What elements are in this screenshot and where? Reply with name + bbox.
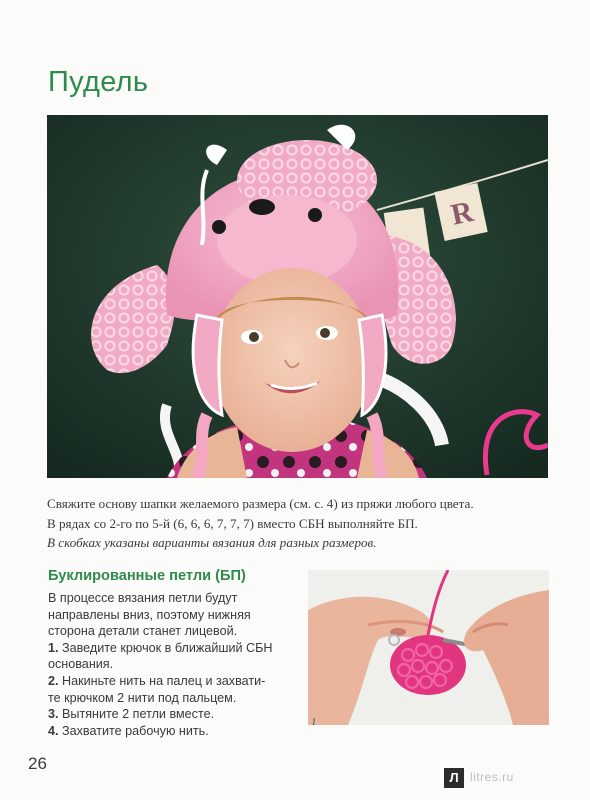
step-number: 4. xyxy=(48,723,59,738)
step-text: Заведите крючок в ближайший СБН xyxy=(62,640,273,655)
publisher-logo: Л xyxy=(444,768,464,788)
step-text: Захватите рабочую нить. xyxy=(62,723,209,738)
step-1-cont: основания. xyxy=(48,657,114,672)
crochet-hands-photo xyxy=(308,570,549,725)
step-3 xyxy=(48,706,296,723)
intro-text xyxy=(47,494,552,553)
step-2-cont: те крючком 2 нити под пальцем. xyxy=(48,690,237,705)
banner-letter: R xyxy=(448,194,477,232)
intro-line-1: Свяжите основу шапки желаемого размера (см. с. 4) из пряжи любого цвета. xyxy=(47,496,474,511)
step-text: Вытяните 2 петли вместе. xyxy=(62,707,215,722)
figure-number: 1 xyxy=(311,716,317,728)
section-text-line-2: направлены вниз, поэтому нижняя xyxy=(48,607,251,622)
watermark: litres.ru xyxy=(470,770,514,784)
step-number: 3. xyxy=(48,707,59,722)
step-text: Накиньте нить на палец и захвати- xyxy=(62,673,266,688)
intro-note: В скобках указаны варианты вязания для разных размеров. xyxy=(47,535,377,550)
step-1 xyxy=(48,640,296,657)
intro-line-2: В рядах со 2-го по 5-й (6, 6, 6, 7, 7, 7) вместо СБН выполняйте БП. xyxy=(47,515,418,531)
section-heading: Буклированные петли (БП) xyxy=(48,568,246,584)
step-photo xyxy=(308,570,549,725)
page-number: 26 xyxy=(28,754,47,773)
step-number: 2. xyxy=(48,673,59,688)
step-2 xyxy=(48,673,296,690)
step-4 xyxy=(48,723,296,740)
section-text-line-1: В процессе вязания петли будут xyxy=(48,591,238,605)
step-number: 1. xyxy=(48,640,59,655)
main-photo xyxy=(47,115,548,478)
page-title: Пудель xyxy=(48,66,149,98)
poodle-hat-photo xyxy=(47,115,548,478)
instructions xyxy=(48,590,296,739)
section-text-line-3: сторона детали станет лицевой. xyxy=(48,624,238,639)
